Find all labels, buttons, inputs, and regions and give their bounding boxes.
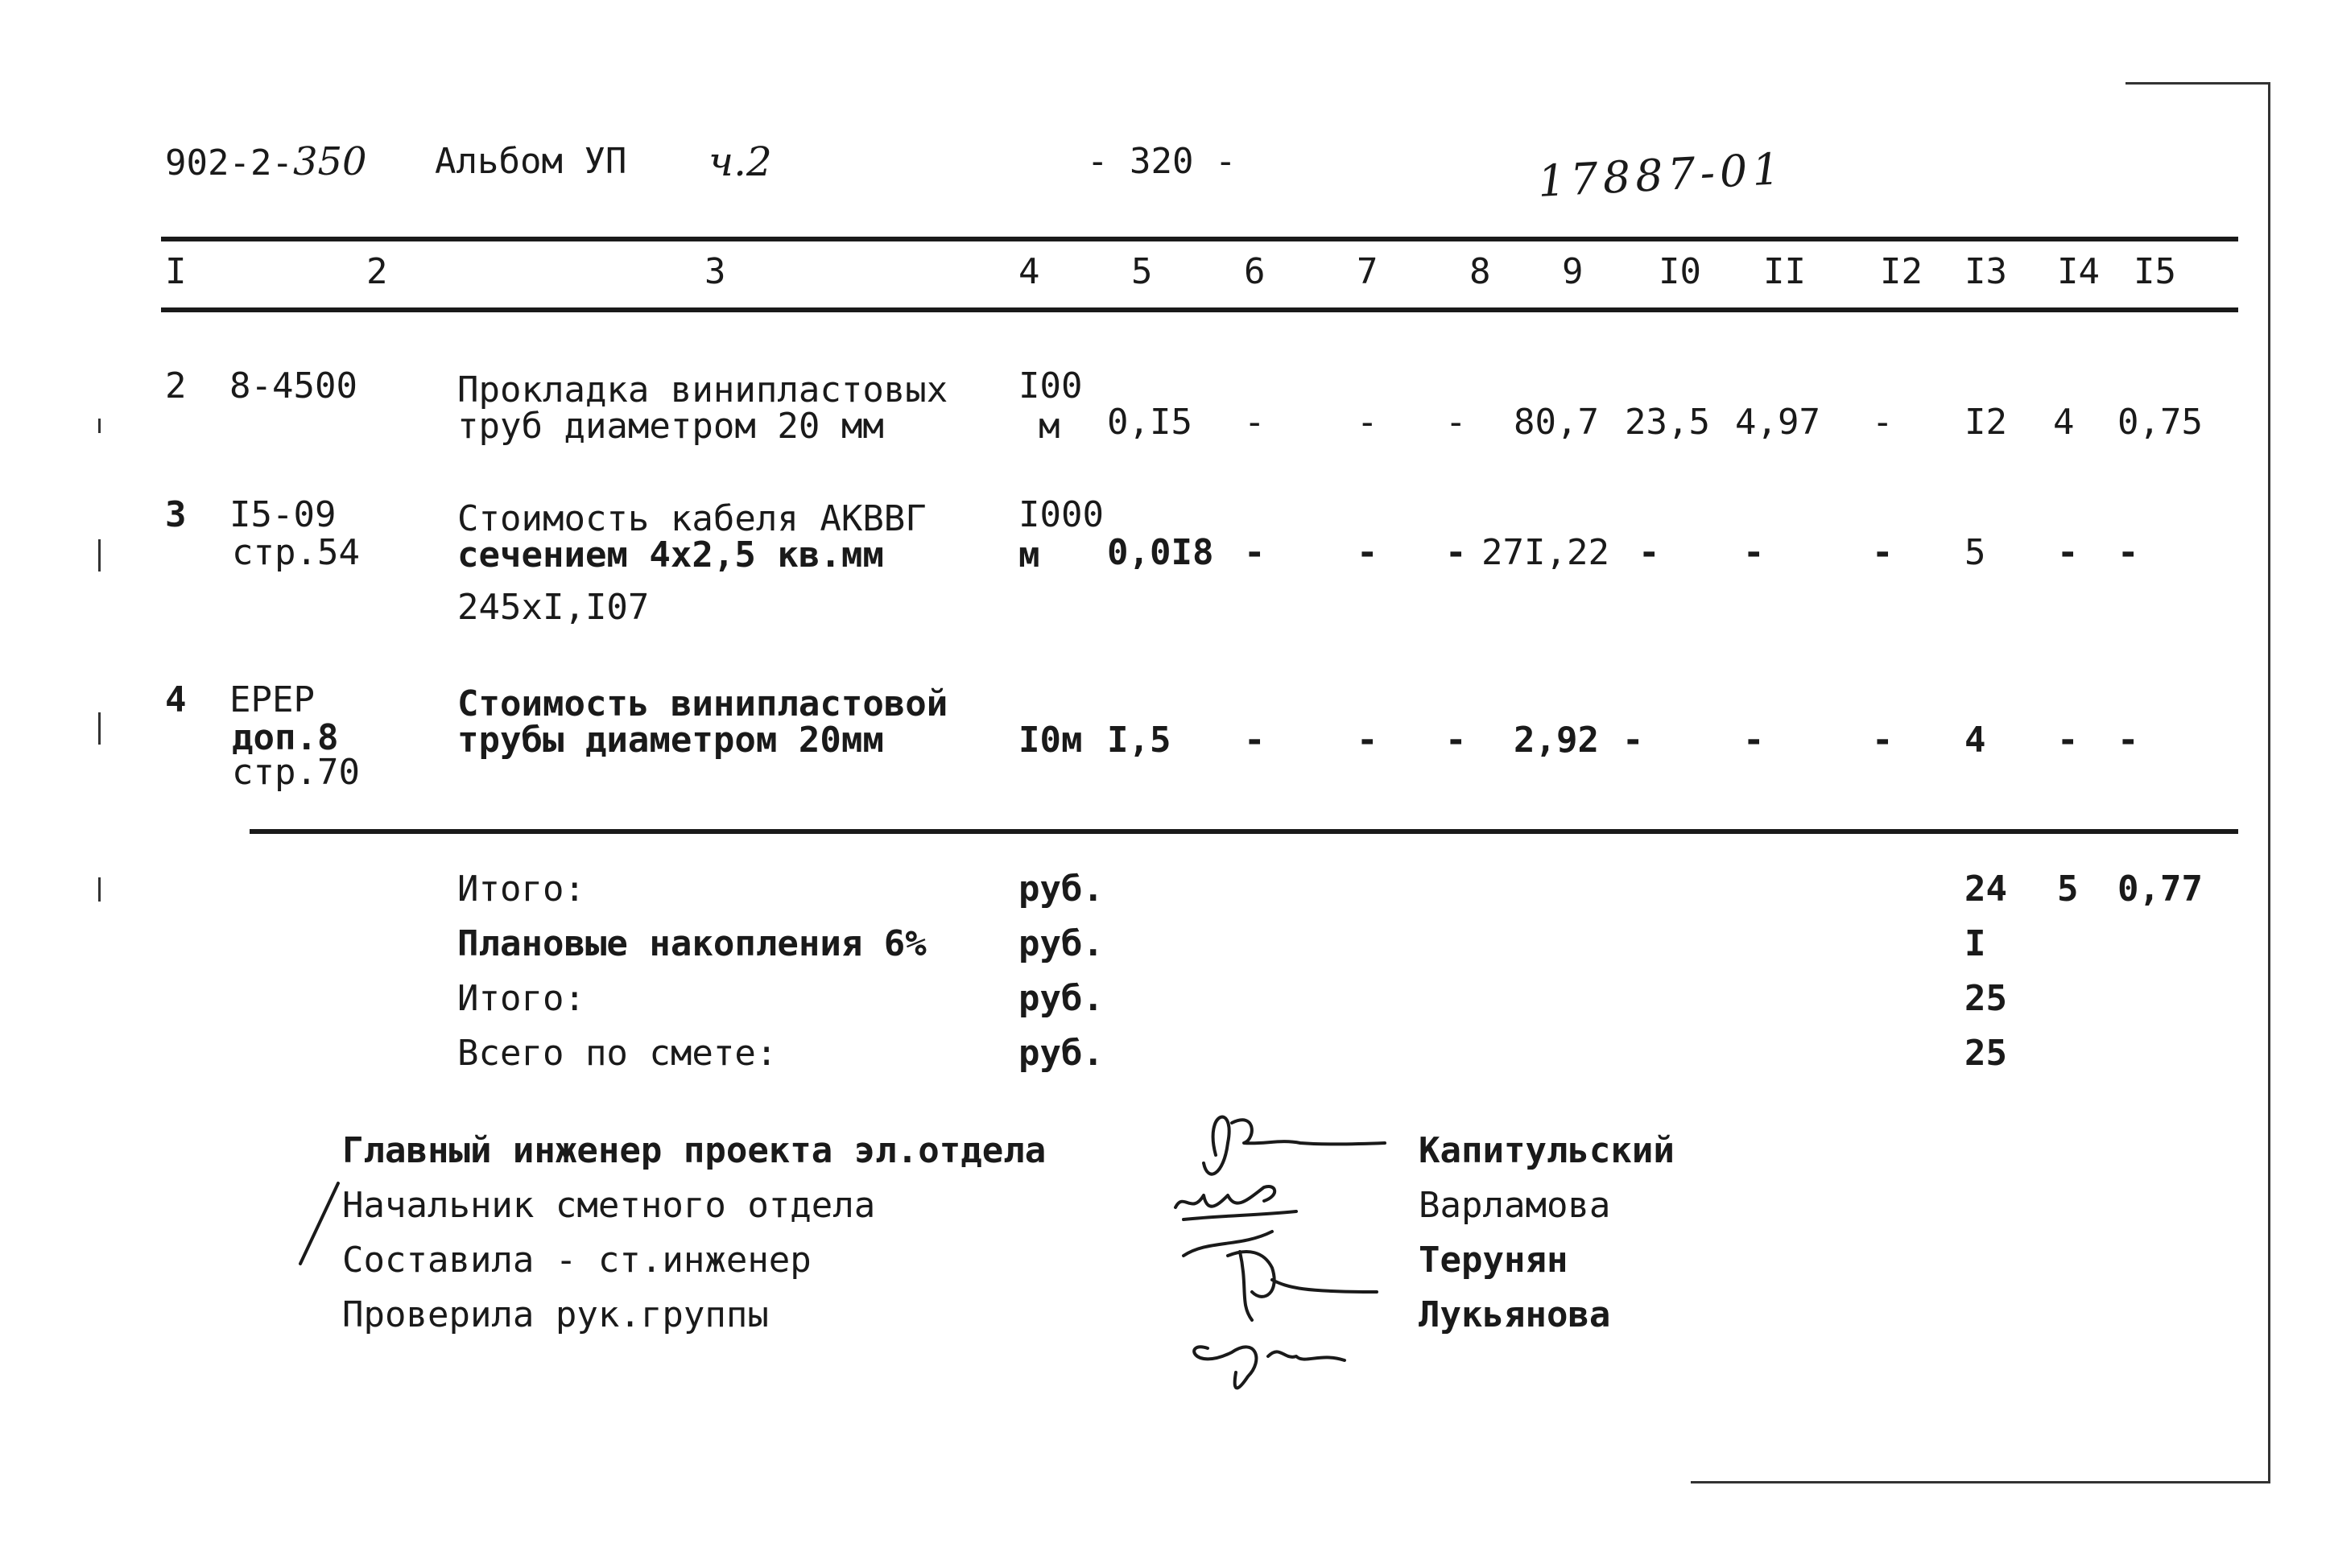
cell-col7: -	[1357, 532, 1378, 573]
border-top-fragment	[2126, 82, 2270, 85]
signatory-name: Капитульский	[1419, 1130, 1675, 1171]
signatory-name: Лукьянова	[1419, 1294, 1611, 1335]
row-code: 8-4500	[229, 365, 357, 406]
page-number: - 320 -	[1087, 141, 1237, 182]
col-header-6: 6	[1244, 251, 1266, 292]
cell-col13: 4	[1964, 720, 1986, 761]
col-header-9: 9	[1562, 251, 1584, 292]
row-desc-line: Стоимость кабеля АКВВГ	[457, 498, 927, 539]
cell-col11: 4,97	[1735, 402, 1820, 443]
cell-col8: -	[1445, 402, 1467, 443]
scan-mark	[98, 712, 101, 745]
cell-col5: I,5	[1107, 720, 1171, 761]
row-code: стр.54	[232, 532, 360, 573]
total-col13: I	[1964, 923, 1986, 964]
col-header-7: 7	[1357, 251, 1378, 292]
cell-col5: 0,0I8	[1107, 532, 1214, 573]
cell-col5: 0,I5	[1107, 402, 1192, 443]
cell-col9: 27I,22	[1481, 532, 1609, 573]
total-label: Плановые накопления 6%	[457, 923, 927, 964]
cell-col7: -	[1357, 402, 1378, 443]
cell-col15: -	[2117, 720, 2139, 761]
row-desc-line: Прокладка винипластовых	[457, 369, 948, 411]
cell-col12: -	[1872, 532, 1894, 573]
total-label: Итого:	[457, 869, 585, 910]
header-bottom-rule	[161, 307, 2238, 312]
row-number: 2	[165, 365, 187, 406]
row-unit: I000	[1018, 494, 1104, 535]
border-bottom-fragment	[1691, 1481, 2270, 1483]
cell-col8: -	[1445, 532, 1467, 573]
border-right	[2268, 82, 2270, 1483]
cell-col12: -	[1872, 720, 1894, 761]
cell-col9: 2,92	[1514, 720, 1599, 761]
total-col13: 25	[1964, 1033, 2007, 1074]
row-number: 4	[165, 679, 187, 720]
cell-col6: -	[1244, 402, 1266, 443]
cell-col8: -	[1445, 720, 1467, 761]
cell-col15: 0,75	[2117, 402, 2203, 443]
row-unit: I0м	[1018, 720, 1083, 761]
col-header-2: 2	[366, 251, 388, 292]
doc-number-handwritten: 17887-01	[1536, 143, 1787, 207]
row-code: стр.70	[232, 752, 360, 793]
cell-col11: -	[1743, 720, 1765, 761]
signatory-role: Проверила рук.группы	[342, 1294, 769, 1335]
scan-mark	[98, 877, 101, 902]
col-header-3: 3	[704, 251, 726, 292]
total-col13: 25	[1964, 978, 2007, 1019]
total-unit: руб.	[1018, 1033, 1104, 1074]
col-header-13: I3	[1964, 251, 2007, 292]
signatory-role: Главный инженер проекта эл.отдела	[342, 1130, 1047, 1171]
totals-rule	[250, 829, 2238, 834]
row-unit: м	[1039, 406, 1060, 447]
col-header-5: 5	[1131, 251, 1153, 292]
col-header-15: I5	[2134, 251, 2176, 292]
total-unit: руб.	[1018, 978, 1104, 1019]
cell-col11: -	[1743, 532, 1765, 573]
row-desc-line: 245хI,I07	[457, 587, 650, 628]
signatory-name: Терунян	[1419, 1240, 1568, 1281]
cell-col6: -	[1244, 532, 1266, 573]
total-label: Всего по смете:	[457, 1033, 778, 1074]
cell-col6: -	[1244, 720, 1266, 761]
cell-col10: -	[1638, 532, 1660, 573]
col-header-10: I0	[1659, 251, 1701, 292]
col-header-1: I	[165, 251, 187, 292]
part-handwritten: ч.2	[709, 138, 772, 185]
col-header-8: 8	[1469, 251, 1491, 292]
doc-code-handwritten: 350	[292, 139, 367, 184]
signatory-name: Варламова	[1419, 1185, 1611, 1226]
row-unit: I00	[1018, 365, 1083, 406]
signatory-role: Составила - ст.инженер	[342, 1240, 812, 1281]
cell-col12: -	[1872, 402, 1894, 443]
doc-code-printed: 902-2-	[165, 142, 293, 184]
cell-col10: -	[1622, 720, 1644, 761]
total-col15: 0,77	[2117, 869, 2203, 910]
col-header-4: 4	[1018, 251, 1040, 292]
total-unit: руб.	[1018, 869, 1104, 910]
cell-col14: -	[2057, 720, 2079, 761]
pen-mark-slash	[294, 1179, 342, 1268]
col-header-14: I4	[2057, 251, 2100, 292]
total-unit: руб.	[1018, 923, 1104, 964]
col-header-11: II	[1763, 251, 1806, 292]
row-desc-line: Стоимость винипластовой	[457, 683, 948, 724]
header-top-rule	[161, 237, 2238, 241]
signatory-role: Начальник сметного отдела	[342, 1185, 876, 1226]
cell-col14: 4	[2053, 402, 2075, 443]
col-header-12: I2	[1880, 251, 1923, 292]
cell-col13: 5	[1964, 532, 1986, 573]
row-desc-line: сечением 4х2,5 кв.мм	[457, 534, 884, 576]
cell-col9: 80,7	[1514, 402, 1599, 443]
row-unit: м	[1018, 534, 1040, 576]
doc-code	[165, 139, 367, 184]
cell-col10: 23,5	[1625, 402, 1710, 443]
total-col13: 24	[1964, 869, 2007, 910]
cell-col14: -	[2057, 532, 2079, 573]
row-number: 3	[165, 494, 187, 535]
scan-mark	[98, 419, 101, 433]
row-desc-line: трубы диаметром 20мм	[457, 720, 884, 761]
total-label: Итого:	[457, 978, 585, 1019]
scan-mark	[98, 539, 101, 571]
cell-col7: -	[1357, 720, 1378, 761]
handwritten-signatures	[1159, 1095, 1417, 1401]
row-code: доп.8	[232, 717, 339, 758]
row-code: I5-09	[229, 494, 337, 535]
cell-col15: -	[2117, 532, 2139, 573]
total-col14: 5	[2057, 869, 2079, 910]
cell-col13: I2	[1964, 402, 2007, 443]
row-code: ЕРЕР	[229, 679, 315, 720]
album-label: Альбом УП	[435, 141, 627, 182]
row-desc-line: труб диаметром 20 мм	[457, 406, 884, 447]
